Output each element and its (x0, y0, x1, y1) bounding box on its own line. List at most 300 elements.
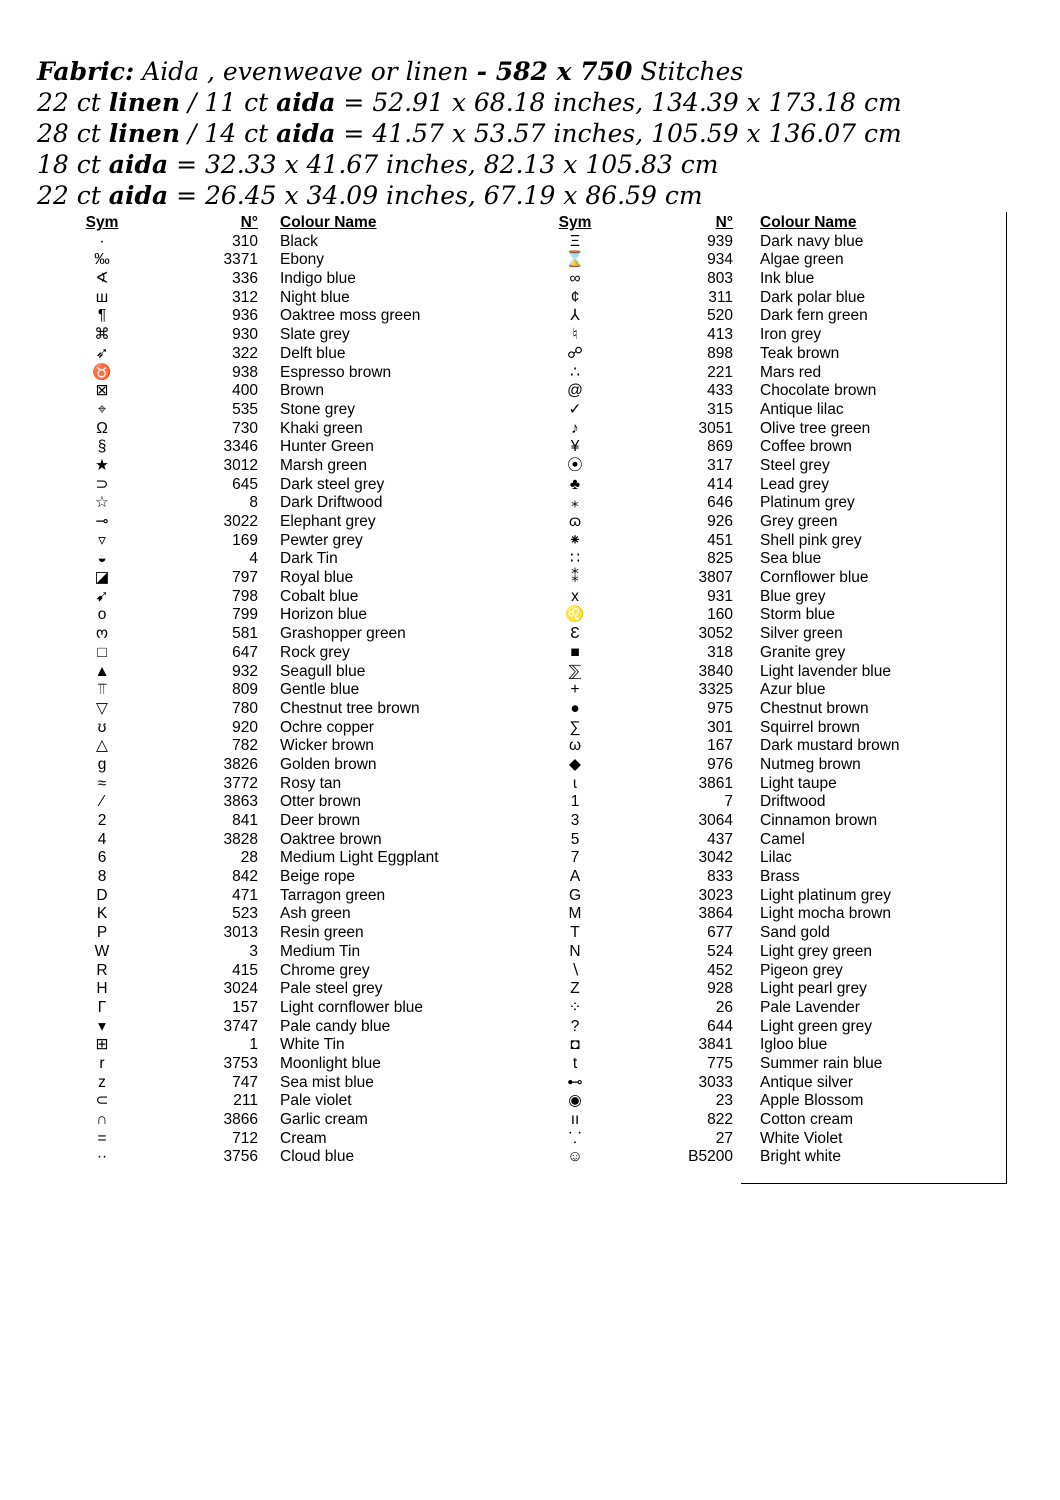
number-cell: 3023 (698, 886, 733, 904)
colour-name-cell: Night blue (280, 288, 350, 306)
symbol-cell: ⸪ (568, 1129, 582, 1147)
number-cell: 3064 (698, 812, 733, 829)
symbol-cell: ⁑ (571, 569, 579, 587)
column-header-number: N° (715, 214, 733, 231)
colour-name-cell: Chocolate brown (760, 382, 877, 400)
symbol-cell: 1 (570, 793, 580, 811)
table-row (82, 1018, 542, 1037)
table-row (555, 719, 1015, 738)
table-row (555, 233, 1015, 252)
number-cell: 930 (232, 326, 258, 344)
table-row (555, 1074, 1015, 1093)
table-row (82, 1092, 542, 1111)
colour-name-cell: Pale candy blue (280, 1017, 391, 1035)
symbol-cell: 8 (97, 868, 107, 886)
colour-name-cell: Cloud blue (280, 1148, 355, 1166)
table-row (555, 1111, 1015, 1130)
table-row (555, 1018, 1015, 1037)
colour-name-cell: Azur blue (760, 681, 826, 699)
table-row (555, 980, 1015, 999)
colour-name-cell: Bright white (760, 1148, 841, 1166)
colour-name-cell: Dark Tin (280, 550, 338, 568)
colour-table-right (555, 214, 1015, 1167)
colour-name-cell: Delft blue (280, 344, 346, 362)
number-cell: 920 (232, 718, 258, 736)
table-row (82, 924, 542, 943)
symbol-cell: ♉ (92, 363, 112, 381)
colour-name-cell: Medium Light Eggplant (280, 849, 439, 867)
colour-name-cell: Ebony (280, 251, 324, 269)
colour-name-cell: Light taupe (760, 774, 837, 792)
number-cell: 825 (707, 550, 733, 568)
table-row (555, 606, 1015, 625)
colour-name-cell: Deer brown (280, 812, 361, 829)
table-row (82, 307, 542, 326)
table-row (555, 476, 1015, 495)
table-row (555, 307, 1015, 326)
number-cell: 3840 (698, 662, 733, 680)
symbol-cell: ∖ (570, 961, 580, 979)
symbol-cell: K (96, 905, 108, 923)
symbol-cell: ∷ (570, 550, 580, 568)
symbol-cell: ⊷ (567, 1073, 583, 1091)
table-row (82, 382, 542, 401)
colour-name-cell: Cornflower blue (760, 569, 869, 587)
symbol-cell: Z (570, 980, 580, 998)
symbol-cell: ɷ (568, 513, 582, 530)
number-cell: 3772 (223, 774, 258, 792)
number-cell: 647 (232, 643, 258, 661)
table-row (82, 457, 542, 476)
number-cell: 928 (707, 980, 733, 998)
colour-name-cell: Rock grey (280, 643, 350, 661)
number-cell: 3828 (223, 830, 258, 848)
colour-name-cell: Beige rope (280, 868, 355, 886)
number-cell: 775 (707, 1054, 733, 1072)
number-cell: 3 (249, 942, 258, 960)
table-row (82, 270, 542, 289)
symbol-cell: ∩ (96, 1111, 108, 1128)
colour-name-cell: White Violet (760, 1129, 843, 1147)
symbol-cell: @ (567, 382, 583, 400)
colour-name-cell: Grey green (760, 513, 838, 530)
symbol-cell: P (96, 924, 108, 942)
symbol-cell: M (568, 905, 582, 923)
number-cell: B5200 (688, 1148, 733, 1166)
number-cell: 3325 (698, 681, 733, 699)
number-cell: 780 (232, 699, 258, 717)
table-row (82, 849, 542, 868)
table-row (82, 644, 542, 663)
number-cell: 167 (707, 737, 733, 755)
number-cell: 3033 (698, 1073, 733, 1091)
colour-name-cell: Light grey green (760, 942, 873, 960)
table-row (82, 550, 542, 569)
number-cell: 23 (715, 1092, 733, 1110)
colour-name-cell: Dark Driftwood (280, 494, 383, 512)
header-line-22ct-aida: 22 ct aida = 26.45 x 34.09 inches, 67.19 x 86.59 cm (37, 181, 703, 210)
colour-name-cell: Ash green (280, 905, 351, 923)
table-row (82, 438, 542, 457)
colour-name-cell: Golden brown (280, 755, 377, 773)
number-cell: 523 (232, 905, 258, 923)
colour-name-cell: Gentle blue (280, 681, 360, 699)
colour-name-cell: Brown (280, 382, 324, 400)
colour-name-cell: Otter brown (280, 793, 361, 811)
number-cell: 712 (232, 1129, 258, 1147)
table-row (82, 233, 542, 252)
table-row (555, 289, 1015, 308)
table-row (82, 569, 542, 588)
table-row (555, 569, 1015, 588)
number-cell: 3807 (698, 569, 733, 587)
colour-name-cell: Storm blue (760, 606, 835, 624)
number-cell: 3013 (223, 924, 258, 942)
colour-name-cell: Chestnut tree brown (280, 699, 420, 717)
symbol-cell: ◒ (97, 550, 107, 568)
symbol-cell: ⫪ (97, 681, 107, 699)
number-cell: 336 (232, 270, 258, 288)
symbol-cell: △ (96, 737, 108, 755)
colour-name-cell: Chestnut brown (760, 699, 869, 717)
table-row (555, 438, 1015, 457)
table-row (82, 831, 542, 850)
symbol-cell: ♣ (569, 475, 581, 493)
table-row (82, 476, 542, 495)
number-cell: 3012 (223, 456, 258, 474)
number-cell: 311 (708, 288, 733, 306)
colour-name-cell: Pewter grey (280, 531, 363, 549)
table-row (82, 494, 542, 513)
symbol-cell: ıı (570, 1111, 580, 1128)
number-cell: 452 (707, 961, 733, 979)
symbol-cell: ◆ (569, 755, 581, 773)
table-row (555, 345, 1015, 364)
symbol-cell: ☍ (567, 344, 583, 362)
number-cell: 936 (232, 307, 258, 325)
table-row (82, 775, 542, 794)
symbol-cell: ♌ (565, 606, 585, 624)
colour-name-cell: Dark polar blue (760, 288, 866, 306)
table-header (82, 214, 542, 233)
colour-name-cell: Cotton cream (760, 1111, 854, 1128)
table-row (555, 962, 1015, 981)
colour-name-cell: Silver green (760, 625, 843, 643)
colour-name-cell: Light mocha brown (760, 905, 891, 923)
table-row (82, 999, 542, 1018)
number-cell: 822 (707, 1111, 733, 1128)
table-row (82, 364, 542, 383)
colour-name-cell: Iron grey (760, 326, 822, 344)
table-row (82, 887, 542, 906)
colour-name-cell: Horizon blue (280, 606, 368, 624)
symbol-cell: H (96, 980, 108, 998)
number-cell: 869 (707, 438, 733, 456)
symbol-cell: ∢ (95, 270, 109, 288)
symbol-cell: Ξ (569, 232, 581, 250)
colour-name-cell: Elephant grey (280, 513, 376, 530)
table-row (82, 401, 542, 420)
number-cell: 413 (707, 326, 733, 344)
number-cell: 926 (707, 513, 733, 530)
table-row (555, 251, 1015, 270)
table-row (555, 420, 1015, 439)
colour-name-cell: Steel grey (760, 456, 830, 474)
colour-name-cell: Nutmeg brown (760, 755, 861, 773)
symbol-cell: Ɛ (570, 625, 580, 643)
table-row (82, 513, 542, 532)
number-cell: 415 (232, 961, 258, 979)
colour-name-cell: Ochre copper (280, 718, 374, 736)
number-cell: 730 (232, 419, 258, 437)
table-row (82, 868, 542, 887)
number-cell: 3346 (223, 438, 258, 456)
colour-name-cell: Medium Tin (280, 942, 361, 960)
symbol-cell: z (98, 1073, 106, 1091)
number-cell: 898 (707, 344, 733, 362)
symbol-cell: t (572, 1054, 578, 1072)
colour-name-cell: Mars red (760, 363, 822, 381)
colour-name-cell: Pale Lavender (760, 998, 860, 1016)
table-row (555, 401, 1015, 420)
colour-name-cell: Hunter Green (280, 438, 374, 456)
table-row (82, 681, 542, 700)
table-row (555, 943, 1015, 962)
colour-name-cell: Seagull blue (280, 662, 366, 680)
table-row (82, 793, 542, 812)
symbol-cell: ⁎ (571, 494, 579, 512)
colour-name-cell: Summer rain blue (760, 1054, 883, 1072)
table-row (82, 532, 542, 551)
symbol-cell: ★ (95, 456, 109, 474)
colour-name-cell: Sea blue (760, 550, 822, 568)
symbol-cell: ⊃ (95, 475, 109, 493)
symbol-cell: R (96, 961, 108, 979)
number-cell: 1 (249, 1036, 258, 1054)
colour-name-cell: Cream (280, 1129, 327, 1147)
number-cell: 939 (707, 232, 733, 250)
table-row (555, 1055, 1015, 1074)
symbol-cell: ✓ (568, 400, 582, 418)
number-cell: 451 (707, 531, 733, 549)
colour-name-cell: Teak brown (760, 344, 840, 362)
symbol-cell: ◘ (570, 1036, 580, 1054)
table-row (555, 270, 1015, 289)
symbol-cell: Γ (97, 998, 107, 1016)
symbol-cell: ◪ (94, 569, 110, 587)
number-cell: 520 (707, 307, 733, 325)
symbol-cell: ⊸ (95, 513, 109, 530)
symbol-cell: ɩ (573, 774, 577, 792)
number-cell: 3866 (223, 1111, 258, 1128)
symbol-cell: ➶ (95, 344, 109, 362)
table-row (555, 513, 1015, 532)
symbol-cell: ⁕ (568, 531, 582, 549)
symbol-cell: 6 (97, 849, 107, 867)
number-cell: 841 (232, 812, 258, 829)
table-row (82, 700, 542, 719)
table-row (82, 905, 542, 924)
symbol-cell: ʊ (97, 718, 107, 736)
symbol-cell: x (571, 587, 579, 605)
symbol-cell: ◉ (568, 1092, 582, 1110)
colour-name-cell: Grashopper green (280, 625, 406, 643)
symbol-cell: ∴ (570, 363, 580, 381)
table-row (82, 980, 542, 999)
colour-name-cell: White Tin (280, 1036, 345, 1054)
table-row (82, 289, 542, 308)
symbol-cell: ≈ (97, 774, 107, 792)
column-header-number: N° (240, 214, 258, 231)
number-cell: 3022 (223, 513, 258, 530)
number-cell: 535 (232, 400, 258, 418)
colour-name-cell: Ink blue (760, 270, 815, 288)
symbol-cell: r (99, 1054, 105, 1072)
colour-name-cell: Chrome grey (280, 961, 370, 979)
symbol-cell: ⌖ (97, 400, 107, 418)
symbol-cell: · (99, 232, 105, 250)
colour-name-cell: Marsh green (280, 456, 368, 474)
symbol-cell: ▿ (98, 531, 106, 549)
symbol-cell: ♮ (572, 326, 578, 344)
colour-name-cell: Oaktree moss green (280, 307, 421, 325)
table-row (82, 1111, 542, 1130)
table-row (82, 345, 542, 364)
number-cell: 3371 (223, 251, 258, 269)
table-row (555, 550, 1015, 569)
colour-name-cell: Blue grey (760, 587, 826, 605)
table-row (82, 251, 542, 270)
table-row (82, 719, 542, 738)
number-cell: 221 (707, 363, 733, 381)
symbol-cell: ▲ (94, 662, 110, 680)
colour-name-cell: Light platinum grey (760, 886, 891, 904)
colour-name-cell: Cobalt blue (280, 587, 359, 605)
table-row (82, 812, 542, 831)
column-header-sym: Sym (85, 214, 119, 231)
colour-name-cell: Lilac (760, 849, 792, 867)
table-header (555, 214, 1015, 233)
number-cell: 3863 (223, 793, 258, 811)
colour-name-cell: Light pearl grey (760, 980, 867, 998)
table-row (555, 756, 1015, 775)
colour-name-cell: Coffee brown (760, 438, 852, 456)
colour-name-cell: Sand gold (760, 924, 830, 942)
colour-name-cell: Rosy tan (280, 774, 342, 792)
symbol-cell: ▾ (98, 1017, 106, 1035)
number-cell: 931 (707, 587, 733, 605)
number-cell: 677 (707, 924, 733, 942)
number-cell: 833 (707, 868, 733, 886)
symbol-cell: ⁘ (568, 998, 582, 1016)
colour-table-left (82, 214, 542, 1167)
table-row (555, 494, 1015, 513)
symbol-cell: Ω (96, 419, 108, 437)
symbol-cell: ‰ (94, 251, 110, 269)
symbol-cell: ¶ (97, 307, 107, 325)
symbol-cell: ⊂ (95, 1092, 109, 1110)
table-row (555, 663, 1015, 682)
colour-name-cell: Oaktree brown (280, 830, 382, 848)
number-cell: 934 (707, 251, 733, 269)
number-cell: 932 (232, 662, 258, 680)
colour-name-cell: Khaki green (280, 419, 363, 437)
table-row (555, 364, 1015, 383)
number-cell: 524 (707, 942, 733, 960)
table-row (555, 849, 1015, 868)
table-border-bottom (741, 1183, 1007, 1184)
symbol-cell: ■ (570, 643, 580, 661)
colour-name-cell: Light cornflower blue (280, 998, 424, 1016)
colour-name-cell: Granite grey (760, 643, 846, 661)
fabric-header (37, 56, 1037, 211)
colour-name-cell: Dark steel grey (280, 475, 385, 493)
number-cell: 842 (232, 868, 258, 886)
symbol-cell: T (570, 924, 580, 942)
colour-name-cell: Olive tree green (760, 419, 871, 437)
table-row (555, 532, 1015, 551)
number-cell: 3841 (698, 1036, 733, 1054)
colour-name-cell: Tarragon green (280, 886, 386, 904)
symbol-cell: ¢ (570, 288, 580, 306)
table-row (82, 1055, 542, 1074)
colour-name-cell: Indigo blue (280, 270, 356, 288)
symbol-cell: ⌘ (94, 326, 110, 344)
symbol-cell: ☆ (95, 494, 109, 512)
symbol-cell: ო (95, 625, 109, 643)
symbol-cell: ⅀ (568, 662, 582, 680)
number-cell: 809 (232, 681, 258, 699)
table-row (82, 588, 542, 607)
number-cell: 3051 (698, 419, 733, 437)
colour-name-cell: Light lavender blue (760, 662, 891, 680)
colour-name-cell: Dark mustard brown (760, 737, 900, 755)
symbol-cell: o (97, 606, 107, 624)
colour-name-cell: Pale steel grey (280, 980, 383, 998)
colour-name-cell: Resin green (280, 924, 364, 942)
colour-name-cell: Squirrel brown (760, 718, 860, 736)
colour-name-cell: Driftwood (760, 793, 826, 811)
table-row (555, 588, 1015, 607)
table-row (82, 756, 542, 775)
symbol-cell: ∑ (569, 718, 581, 736)
number-cell: 28 (240, 849, 258, 867)
symbol-cell: ● (570, 699, 580, 717)
table-row (555, 382, 1015, 401)
number-cell: 3747 (223, 1017, 258, 1035)
number-cell: 797 (232, 569, 258, 587)
table-row (555, 1130, 1015, 1149)
symbol-cell: ? (570, 1017, 580, 1035)
table-row (555, 681, 1015, 700)
colour-name-cell: Brass (760, 868, 800, 886)
number-cell: 646 (707, 494, 733, 512)
number-cell: 211 (233, 1092, 258, 1110)
colour-name-cell: Dark navy blue (760, 232, 864, 250)
symbol-cell: ⌛ (565, 251, 585, 269)
number-cell: 315 (707, 400, 733, 418)
number-cell: 322 (232, 344, 258, 362)
table-row (82, 1074, 542, 1093)
colour-name-cell: Sea mist blue (280, 1073, 374, 1091)
number-cell: 400 (232, 382, 258, 400)
colour-name-cell: Cinnamon brown (760, 812, 878, 829)
number-cell: 799 (232, 606, 258, 624)
symbol-cell: 7 (570, 849, 580, 867)
number-cell: 747 (232, 1073, 258, 1091)
number-cell: 433 (707, 382, 733, 400)
column-header-sym: Sym (558, 214, 592, 231)
